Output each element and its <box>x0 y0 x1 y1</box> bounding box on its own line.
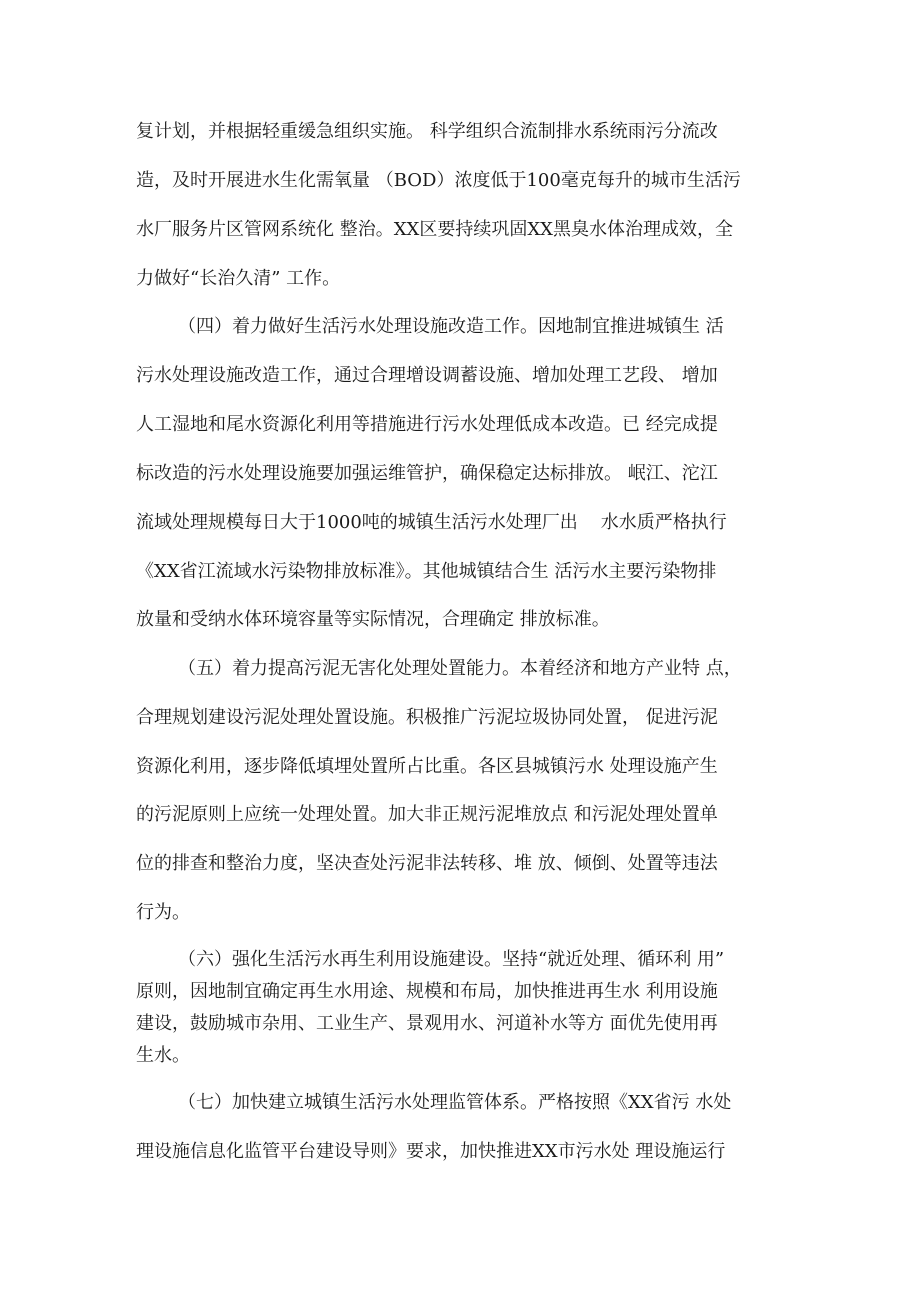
text-line: 建设，鼓励城市杂用、工业生产、景观用水、河道补水等方 面优先使用再 <box>136 1013 718 1034</box>
text-line: 流域处理规模每日大于1000吨的城镇生活污水处理厂出 水水质严格执行 <box>136 512 727 533</box>
text-line: 资源化利用，逐步降低填埋处置所占比重。各区县城镇污水 处理设施产生 <box>136 756 718 777</box>
text-line: 复计划，并根据轻重缓急组织实施。 科学组织合流制排水系统雨污分流改 <box>136 121 718 142</box>
text-line: 行为。 <box>136 902 190 923</box>
text-line: 合理规划建设污泥处理处置设施。积极推广污泥垃圾协同处置， 促进污泥 <box>136 707 718 728</box>
text-line: 人工湿地和尾水资源化利用等措施进行污水处理低成本改造。已 经完成提 <box>136 414 718 435</box>
text-line: 的污泥原则上应统一处理处置。加大非正规污泥堆放点 和污泥处理处置单 <box>136 804 718 825</box>
text-line: 《XX省江流域水污染物排放标准》。其他城镇结合生 活污水主要污染物排 <box>136 561 717 582</box>
text-line: 理设施信息化监管平台建设导则》要求，加快推进XX市污水处 理设施运行 <box>136 1141 726 1162</box>
text-line: （六）强化生活污水再生利用设施建设。坚持“就近处理、循环利 用” <box>178 949 725 970</box>
text-line: （七）加快建立城镇生活污水处理监管体系。严格按照《XX省污 水处 <box>178 1092 732 1113</box>
text-line: 力做好“长治久清” 工作。 <box>136 268 341 289</box>
text-line: 放量和受纳水体环境容量等实际情况，合理确定 排放标准。 <box>136 609 610 630</box>
text-line: （五）着力提高污泥无害化处理处置能力。本着经济和地方产业特 点， <box>178 658 742 679</box>
text-line: 位的排查和整治力度，坚决查处污泥非法转移、堆 放、倾倒、处置等违法 <box>136 853 718 874</box>
text-line: 生水。 <box>136 1045 190 1066</box>
text-line: （四）着力做好生活污水处理设施改造工作。因地制宜推进城镇生 活 <box>178 316 724 337</box>
text-line: 污水处理设施改造工作，通过合理增设调蓄设施、增加处理工艺段、 增加 <box>136 365 718 386</box>
text-line: 造，及时开展进水生化需氧量 （BOD）浓度低于100毫克每升的城市生活污 <box>136 170 741 191</box>
text-line: 标改造的污水处理设施要加强运维管护，确保稳定达标排放。 岷江、沱江 <box>136 463 718 484</box>
text-line: 水厂服务片区管网系统化 整治。XX区要持续巩固XX黑臭水体治理成效，全 <box>136 219 733 240</box>
text-line: 原则，因地制宜确定再生水用途、规模和布局，加快推进再生水 利用设施 <box>136 981 718 1002</box>
